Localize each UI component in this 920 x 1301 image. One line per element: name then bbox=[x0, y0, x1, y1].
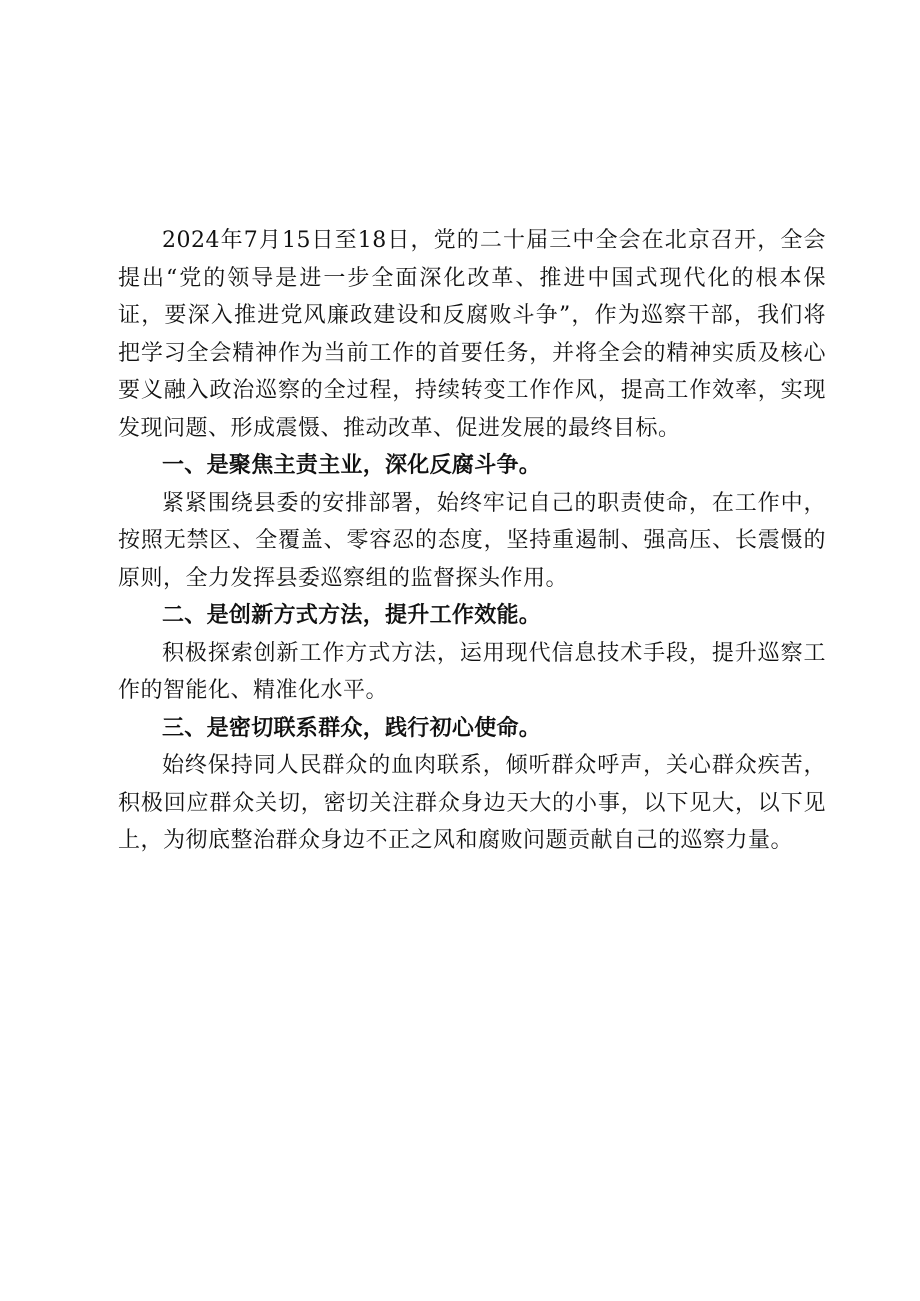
section-heading-1: 一、是聚焦主责主业，深化反腐斗争。 bbox=[162, 453, 542, 478]
section-heading-2: 二、是创新方式方法，提升工作效能。 bbox=[162, 603, 542, 628]
section-body-3: 始终保持同人民群众的血肉联系，倾听群众呼声，关心群众疾苦，积极回应群众关切，密切关注群众身边天大的小事，以下见大，以下见上，为彻底整治群众身边不正之风和腐败问题贡献自己的巡察力量。 bbox=[118, 753, 826, 853]
section-heading-3: 三、是密切联系群众，践行初心使命。 bbox=[162, 715, 542, 741]
section-body-2: 积极探索创新工作方式方法，运用现代信息技术手段，提升巡察工作的智能化、精准化水平。 bbox=[118, 640, 826, 703]
document-body bbox=[118, 222, 826, 860]
intro-paragraph: 2024年7月15日至18日，党的二十届三中全会在北京召开，全会提出“党的领导是进一步全面深化改革、推进中国式现代化的根本保证，要深入推进党风廉政建设和反腐败斗争”，作为巡察干部，我们将把学习全会精神作为当前工作的首要任务，并将全会的精神实质及核心要义融入政治巡察的全过程，持续转变工作作风，提高工作效率，实现发现问题、形成震慑、推动改革、促进发展的最终目标。 bbox=[118, 228, 826, 441]
section-body-1: 紧紧围绕县委的安排部署，始终牢记自己的职责使命，在工作中，按照无禁区、全覆盖、零容忍的态度，坚持重遏制、强高压、长震慑的原则，全力发挥县委巡察组的监督探头作用。 bbox=[118, 490, 826, 591]
